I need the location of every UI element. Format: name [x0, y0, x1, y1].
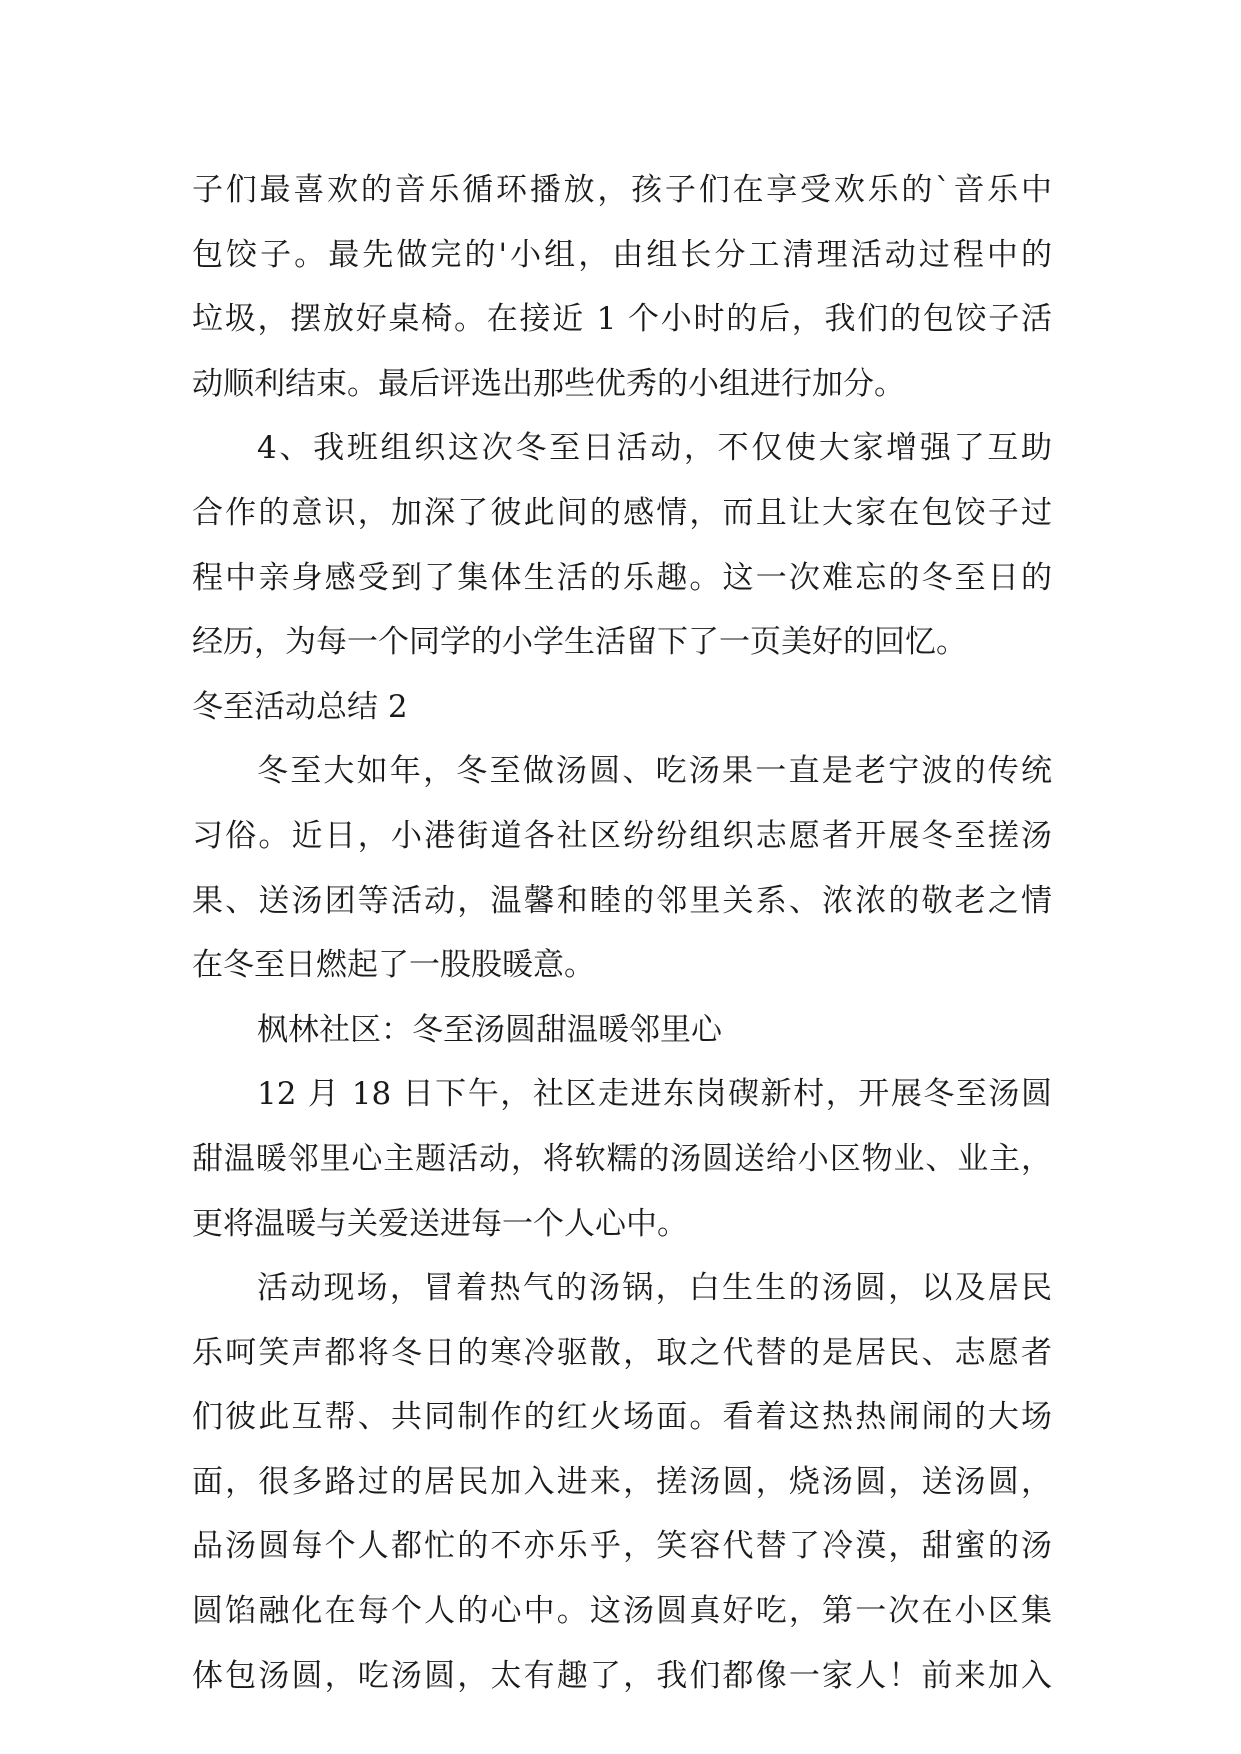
text-line: 圆馅融化在每个人的心中。这汤圆真好吃，第一次在小区集	[192, 1593, 1052, 1630]
text-line: 4、我班组织这次冬至日活动，不仅使大家增强了互助	[257, 430, 1052, 467]
text-line: 习俗。近日，小港街道各社区纷纷组织志愿者开展冬至搓汤	[192, 817, 1052, 854]
text-line: 程中亲身感受到了集体生活的乐趣。这一次难忘的冬至日的	[192, 559, 1052, 596]
text-line: 体包汤圆，吃汤圆，太有趣了，我们都像一家人！前来加入	[192, 1657, 1052, 1694]
text-line: 合作的意识，加深了彼此间的感情，而且让大家在包饺子过	[192, 494, 1052, 531]
text-line: 更将温暖与关爱送进每一个人心中。	[192, 1205, 688, 1242]
text-line: 包饺子。最先做完的'小组，由组长分工清理活动过程中的	[192, 236, 1052, 273]
text-line: 在冬至日燃起了一股股暖意。	[192, 947, 595, 984]
text-line: 冬至大如年，冬至做汤圆、吃汤果一直是老宁波的传统	[257, 753, 1052, 790]
text-line: 果、送汤团等活动，温馨和睦的邻里关系、浓浓的敬老之情	[192, 882, 1052, 919]
text-line: 垃圾，摆放好桌椅。在接近 1 个小时的后，我们的包饺子活	[192, 301, 1052, 338]
text-line: 乐呵笑声都将冬日的寒冷驱散，取之代替的是居民、志愿者	[192, 1334, 1052, 1371]
text-line: 动顺利结束。最后评选出那些优秀的小组进行加分。	[192, 365, 905, 402]
text-line: 甜温暖邻里心主题活动，将软糯的汤圆送给小区物业、业主，	[192, 1140, 1052, 1177]
text-line: 经历，为每一个同学的小学生活留下了一页美好的回忆。	[192, 624, 967, 661]
text-line: 们彼此互帮、共同制作的红火场面。看着这热热闹闹的大场	[192, 1399, 1052, 1436]
text-line: 品汤圆每个人都忙的不亦乐乎，笑容代替了冷漠，甜蜜的汤	[192, 1528, 1052, 1565]
document-body	[192, 158, 1052, 1708]
text-line: 枫林社区：冬至汤圆甜温暖邻里心	[257, 1011, 722, 1048]
text-line: 子们最喜欢的音乐循环播放，孩子们在享受欢乐的`音乐中	[192, 172, 1052, 208]
text-line: 12 月 18 日下午，社区走进东岗碶新村，开展冬至汤圆	[257, 1076, 1052, 1113]
text-line: 活动现场，冒着热气的汤锅，白生生的汤圆，以及居民	[257, 1270, 1052, 1307]
text-line: 面，很多路过的居民加入进来，搓汤圆，烧汤圆，送汤圆，	[192, 1463, 1052, 1500]
text-line: 冬至活动总结 2	[192, 688, 408, 725]
